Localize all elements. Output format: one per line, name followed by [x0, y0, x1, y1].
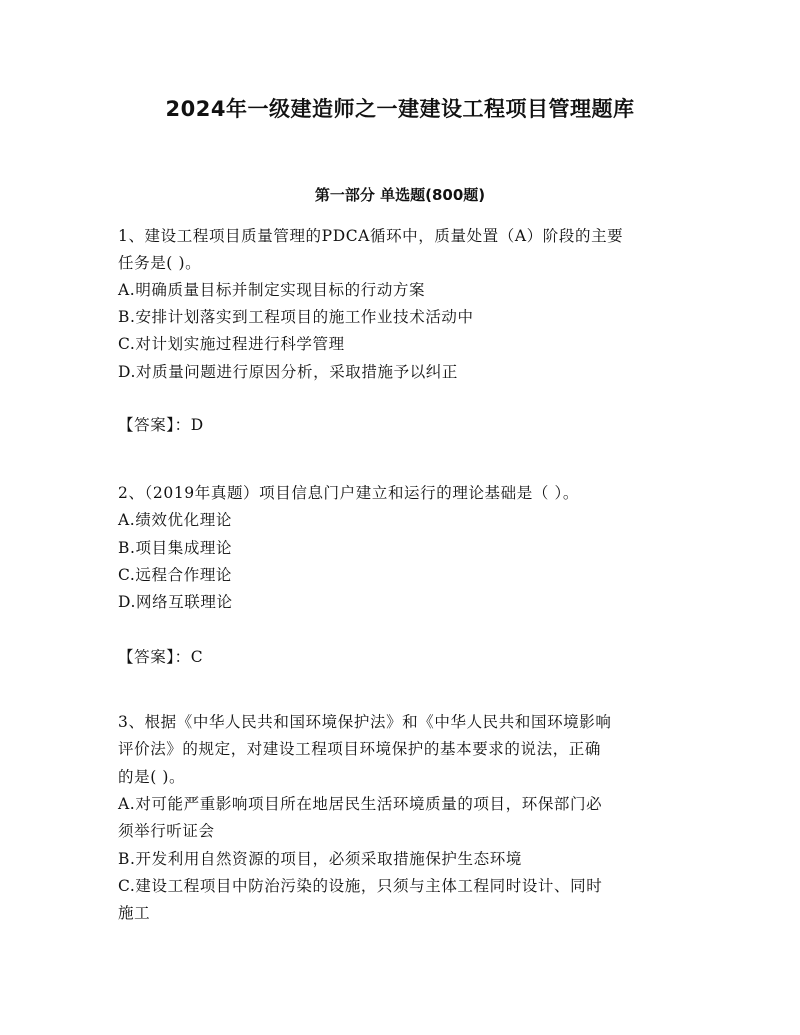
question-1-option-a: A.明确质量目标并制定实现目标的行动方案: [118, 281, 426, 299]
section-title: 第一部分 单选题(800题): [314, 186, 486, 204]
question-3-stem-line-2: 评价法》的规定，对建设工程项目环境保护的基本要求的说法，正确: [118, 740, 602, 758]
question-2-option-c: C.远程合作理论: [118, 566, 233, 584]
question-1-stem-line-1: 1、建设工程项目质量管理的PDCA循环中，质量处置（A）阶段的主要: [118, 227, 624, 245]
question-3-option-c-line-1: C.建设工程项目中防治污染的设施，只须与主体工程同时设计、同时: [118, 877, 603, 895]
question-3-option-a-line-1: A.对可能严重影响项目所在地居民生活环境质量的项目，环保部门必: [118, 795, 603, 813]
question-3-stem-line-3: 的是( )。: [118, 768, 186, 786]
question-1-option-d: D.对质量问题进行原因分析，采取措施予以纠正: [118, 363, 459, 381]
question-1-option-c: C.对计划实施过程进行科学管理: [118, 335, 345, 353]
question-3-option-a-line-2: 须举行听证会: [118, 822, 215, 840]
question-1-stem-line-2: 任务是( )。: [118, 254, 202, 272]
question-3-option-c-line-2: 施工: [118, 904, 151, 922]
question-1-option-b: B.安排计划落实到工程项目的施工作业技术活动中: [118, 308, 474, 326]
question-2-answer: 【答案】：C: [118, 648, 204, 666]
question-2-option-d: D.网络互联理论: [118, 593, 233, 611]
question-3-option-b: B.开发利用自然资源的项目，必须采取措施保护生态环境: [118, 850, 522, 868]
question-2-option-a: A.绩效优化理论: [118, 511, 232, 529]
question-3-stem-line-1: 3、根据《中华人民共和国环境保护法》和《中华人民共和国环境影响: [118, 713, 612, 731]
question-2-stem-line-1: 2、（2019年真题）项目信息门户建立和运行的理论基础是（ ）。: [118, 484, 579, 502]
question-2-option-b: B.项目集成理论: [118, 539, 233, 557]
question-1-answer: 【答案】：D: [118, 416, 204, 434]
document-title: 2024年一级建造师之一建建设工程项目管理题库: [165, 97, 635, 121]
